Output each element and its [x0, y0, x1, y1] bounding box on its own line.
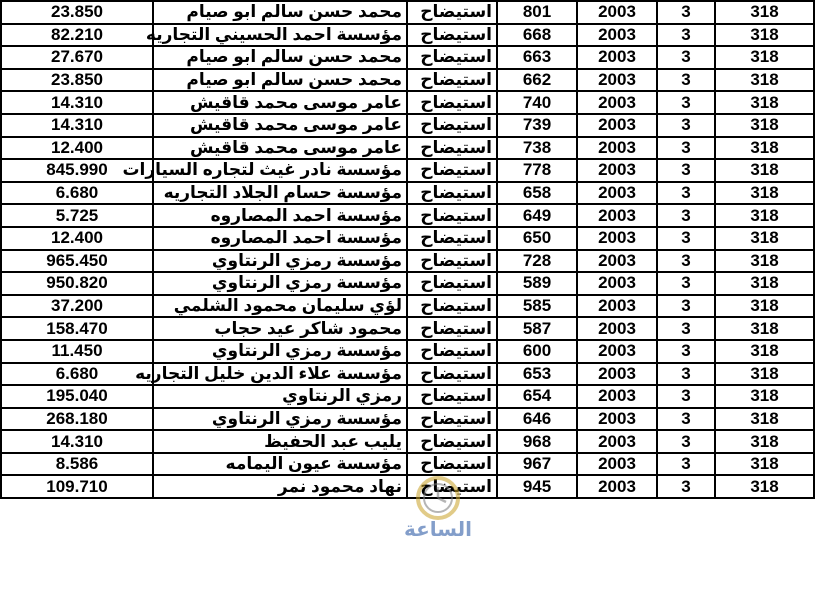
cell-amount: 109.710 — [1, 475, 153, 498]
cell-id: 318 — [715, 227, 814, 250]
cell-number: 649 — [497, 204, 577, 227]
cell-type: استيضاح — [407, 475, 497, 498]
cell-year: 2003 — [577, 385, 657, 408]
table-row — [1, 317, 814, 340]
table-row — [1, 340, 814, 363]
cell-code: 3 — [657, 475, 715, 498]
cell-year: 2003 — [577, 24, 657, 47]
cell-year: 2003 — [577, 317, 657, 340]
cell-amount: 37.200 — [1, 295, 153, 318]
cell-id: 318 — [715, 69, 814, 92]
cell-amount: 158.470 — [1, 317, 153, 340]
cell-code: 3 — [657, 430, 715, 453]
cell-code: 3 — [657, 317, 715, 340]
table-row — [1, 46, 814, 69]
cell-amount: 5.725 — [1, 204, 153, 227]
cell-amount: 8.586 — [1, 453, 153, 476]
table-row — [1, 69, 814, 92]
cell-year: 2003 — [577, 453, 657, 476]
cell-year: 2003 — [577, 114, 657, 137]
cell-id: 318 — [715, 340, 814, 363]
cell-number: 778 — [497, 159, 577, 182]
cell-number: 585 — [497, 295, 577, 318]
cell-type: استيضاح — [407, 363, 497, 386]
cell-number: 740 — [497, 91, 577, 114]
cell-amount: 14.310 — [1, 114, 153, 137]
cell-number: 600 — [497, 340, 577, 363]
cell-amount: 11.450 — [1, 340, 153, 363]
cell-year: 2003 — [577, 204, 657, 227]
cell-id: 318 — [715, 250, 814, 273]
cell-code: 3 — [657, 159, 715, 182]
cell-id: 318 — [715, 317, 814, 340]
cell-year: 2003 — [577, 91, 657, 114]
cell-amount: 965.450 — [1, 250, 153, 273]
cell-code: 3 — [657, 250, 715, 273]
cell-id: 318 — [715, 114, 814, 137]
cell-number: 662 — [497, 69, 577, 92]
cell-year: 2003 — [577, 250, 657, 273]
cell-code: 3 — [657, 24, 715, 47]
cell-amount: 23.850 — [1, 1, 153, 24]
table-row — [1, 182, 814, 205]
cell-amount: 950.820 — [1, 272, 153, 295]
cell-id: 318 — [715, 363, 814, 386]
cell-number: 653 — [497, 363, 577, 386]
cell-year: 2003 — [577, 340, 657, 363]
cell-code: 3 — [657, 385, 715, 408]
cell-number: 650 — [497, 227, 577, 250]
cell-name: مؤسسة رمزي الرنتاوي — [153, 250, 407, 273]
cell-name: مؤسسة عيون اليمامه — [153, 453, 407, 476]
table-row — [1, 475, 814, 498]
table-row — [1, 204, 814, 227]
table-row — [1, 159, 814, 182]
cell-amount: 845.990 — [1, 159, 153, 182]
cell-id: 318 — [715, 272, 814, 295]
cell-name: عامر موسى محمد قاقيش — [153, 137, 407, 160]
cell-amount: 23.850 — [1, 69, 153, 92]
cell-type: استيضاح — [407, 159, 497, 182]
cell-number: 668 — [497, 24, 577, 47]
cell-id: 318 — [715, 430, 814, 453]
table-row — [1, 114, 814, 137]
cell-id: 318 — [715, 91, 814, 114]
cell-id: 318 — [715, 408, 814, 431]
cell-type: استيضاح — [407, 317, 497, 340]
cell-year: 2003 — [577, 408, 657, 431]
cell-type: استيضاح — [407, 182, 497, 205]
cell-amount: 82.210 — [1, 24, 153, 47]
cell-code: 3 — [657, 227, 715, 250]
cell-amount: 195.040 — [1, 385, 153, 408]
cell-type: استيضاح — [407, 272, 497, 295]
table-row — [1, 91, 814, 114]
cell-type: استيضاح — [407, 295, 497, 318]
cell-type: استيضاح — [407, 24, 497, 47]
cell-id: 318 — [715, 1, 814, 24]
cell-code: 3 — [657, 204, 715, 227]
cell-name: يليب عبد الحفيظ — [153, 430, 407, 453]
cell-number: 654 — [497, 385, 577, 408]
cell-type: استيضاح — [407, 1, 497, 24]
cell-code: 3 — [657, 69, 715, 92]
cell-code: 3 — [657, 91, 715, 114]
cell-id: 318 — [715, 204, 814, 227]
cell-code: 3 — [657, 137, 715, 160]
cell-number: 738 — [497, 137, 577, 160]
cell-type: استيضاح — [407, 204, 497, 227]
cell-number: 663 — [497, 46, 577, 69]
cell-type: استيضاح — [407, 46, 497, 69]
cell-number: 646 — [497, 408, 577, 431]
cell-name: مؤسسة رمزي الرنتاوي — [153, 340, 407, 363]
cell-type: استيضاح — [407, 250, 497, 273]
cell-amount: 6.680 — [1, 363, 153, 386]
cell-amount: 6.680 — [1, 182, 153, 205]
cell-id: 318 — [715, 453, 814, 476]
cell-id: 318 — [715, 137, 814, 160]
cell-year: 2003 — [577, 295, 657, 318]
cell-name: مؤسسة احمد المصاروه — [153, 227, 407, 250]
cell-name: مؤسسة حسام الجلاد التجاريه — [153, 182, 407, 205]
cell-name: مؤسسة علاء الدين خليل التجاريه — [153, 363, 407, 386]
cell-type: استيضاح — [407, 430, 497, 453]
table-row — [1, 1, 814, 24]
cell-number: 801 — [497, 1, 577, 24]
cell-amount: 14.310 — [1, 91, 153, 114]
cell-amount: 12.400 — [1, 227, 153, 250]
cell-id: 318 — [715, 385, 814, 408]
cell-year: 2003 — [577, 272, 657, 295]
cell-year: 2003 — [577, 46, 657, 69]
cell-id: 318 — [715, 46, 814, 69]
cell-code: 3 — [657, 1, 715, 24]
cell-name: محمد حسن سالم ابو صيام — [153, 1, 407, 24]
table-row — [1, 295, 814, 318]
cell-number: 728 — [497, 250, 577, 273]
cell-year: 2003 — [577, 430, 657, 453]
table-row — [1, 363, 814, 386]
cell-amount: 268.180 — [1, 408, 153, 431]
cell-type: استيضاح — [407, 385, 497, 408]
cell-name: مؤسسة احمد الحسيني التجاريه — [153, 24, 407, 47]
cell-type: استيضاح — [407, 453, 497, 476]
cell-type: استيضاح — [407, 227, 497, 250]
table-row — [1, 272, 814, 295]
cell-type: استيضاح — [407, 408, 497, 431]
cell-type: استيضاح — [407, 137, 497, 160]
cell-name: رمزي الرنتاوي — [153, 385, 407, 408]
cell-amount: 14.310 — [1, 430, 153, 453]
table-row — [1, 408, 814, 431]
cell-year: 2003 — [577, 227, 657, 250]
cell-year: 2003 — [577, 69, 657, 92]
cell-number: 968 — [497, 430, 577, 453]
table-row — [1, 430, 814, 453]
cell-name: نهاد محمود نمر — [153, 475, 407, 498]
table-row — [1, 385, 814, 408]
table-row — [1, 453, 814, 476]
cell-type: استيضاح — [407, 340, 497, 363]
cell-code: 3 — [657, 272, 715, 295]
cell-amount: 12.400 — [1, 137, 153, 160]
cell-name: محمد حسن سالم ابو صيام — [153, 46, 407, 69]
cell-year: 2003 — [577, 1, 657, 24]
cell-name: عامر موسى محمد قاقيش — [153, 114, 407, 137]
cell-year: 2003 — [577, 137, 657, 160]
cell-code: 3 — [657, 114, 715, 137]
cell-number: 658 — [497, 182, 577, 205]
cell-name: عامر موسى محمد قاقيش — [153, 91, 407, 114]
cell-code: 3 — [657, 408, 715, 431]
cell-number: 739 — [497, 114, 577, 137]
cell-type: استيضاح — [407, 91, 497, 114]
cell-code: 3 — [657, 453, 715, 476]
cell-code: 3 — [657, 182, 715, 205]
cell-name: لؤي سليمان محمود الشلمي — [153, 295, 407, 318]
cell-year: 2003 — [577, 182, 657, 205]
cell-code: 3 — [657, 295, 715, 318]
cell-code: 3 — [657, 340, 715, 363]
table-row — [1, 24, 814, 47]
cell-id: 318 — [715, 159, 814, 182]
cell-code: 3 — [657, 46, 715, 69]
cell-year: 2003 — [577, 363, 657, 386]
watermark-brand-text: الساعة — [403, 517, 473, 541]
cell-name: محمد حسن سالم ابو صيام — [153, 69, 407, 92]
cell-id: 318 — [715, 24, 814, 47]
cell-name: محمود شاكر عيد حجاب — [153, 317, 407, 340]
cell-code: 3 — [657, 363, 715, 386]
cell-name: مؤسسة رمزي الرنتاوي — [153, 408, 407, 431]
cell-id: 318 — [715, 295, 814, 318]
cell-type: استيضاح — [407, 69, 497, 92]
ledger-body — [1, 1, 814, 498]
cell-number: 589 — [497, 272, 577, 295]
cell-number: 587 — [497, 317, 577, 340]
cell-year: 2003 — [577, 475, 657, 498]
cell-number: 945 — [497, 475, 577, 498]
table-row — [1, 227, 814, 250]
cell-id: 318 — [715, 475, 814, 498]
table-row — [1, 137, 814, 160]
cell-amount: 27.670 — [1, 46, 153, 69]
table-row — [1, 250, 814, 273]
cell-number: 967 — [497, 453, 577, 476]
cell-id: 318 — [715, 182, 814, 205]
cell-year: 2003 — [577, 159, 657, 182]
cell-name: مؤسسة نادر غيث لتجاره السيارات — [153, 159, 407, 182]
cell-name: مؤسسة احمد المصاروه — [153, 204, 407, 227]
cell-type: استيضاح — [407, 114, 497, 137]
cell-name: مؤسسة رمزي الرنتاوي — [153, 272, 407, 295]
